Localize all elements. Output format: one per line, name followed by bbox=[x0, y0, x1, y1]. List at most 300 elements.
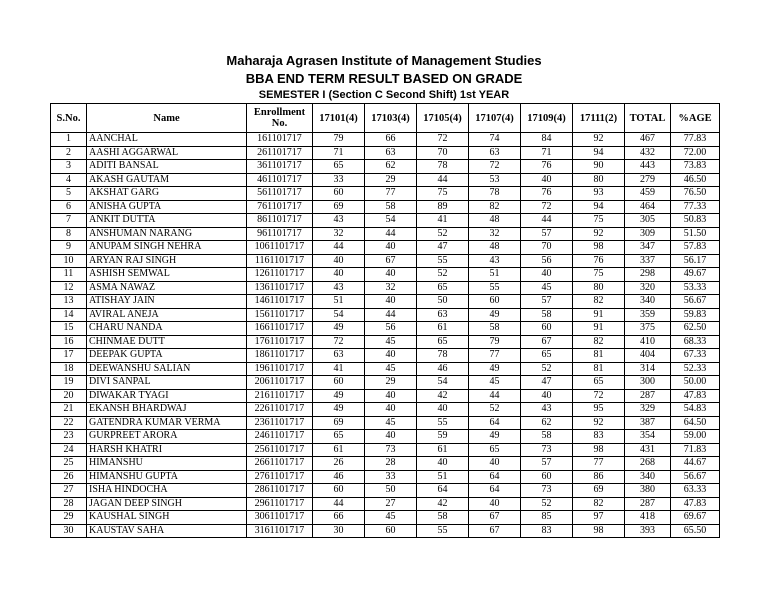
cell-17111: 98 bbox=[573, 443, 625, 457]
cell-total: 347 bbox=[625, 241, 671, 255]
cell-total: 431 bbox=[625, 443, 671, 457]
cell-sno: 9 bbox=[51, 241, 87, 255]
cell-name: ATISHAY JAIN bbox=[87, 295, 247, 309]
table-row bbox=[51, 511, 720, 525]
table-row bbox=[51, 389, 720, 403]
cell-total: 300 bbox=[625, 376, 671, 390]
cell-percentage: 56.67 bbox=[671, 295, 720, 309]
cell-17109: 47 bbox=[521, 376, 573, 390]
cell-name: KAUSTAV SAHA bbox=[87, 524, 247, 538]
cell-17101: 72 bbox=[313, 335, 365, 349]
cell-total: 387 bbox=[625, 416, 671, 430]
cell-17111: 83 bbox=[573, 430, 625, 444]
cell-name: ANUPAM SINGH NEHRA bbox=[87, 241, 247, 255]
cell-percentage: 44.67 bbox=[671, 457, 720, 471]
cell-17107: 67 bbox=[469, 511, 521, 525]
cell-17103: 29 bbox=[365, 376, 417, 390]
cell-sno: 7 bbox=[51, 214, 87, 228]
cell-17109: 57 bbox=[521, 457, 573, 471]
cell-sno: 27 bbox=[51, 484, 87, 498]
cell-percentage: 76.50 bbox=[671, 187, 720, 201]
cell-17109: 85 bbox=[521, 511, 573, 525]
cell-percentage: 71.83 bbox=[671, 443, 720, 457]
table-row bbox=[51, 416, 720, 430]
column-header-percentage: %AGE bbox=[671, 104, 720, 133]
cell-17105: 89 bbox=[417, 200, 469, 214]
cell-total: 320 bbox=[625, 281, 671, 295]
semester-subtitle: SEMESTER I (Section C Second Shift) 1st YEAR bbox=[258, 89, 510, 101]
cell-enrollment: 561101717 bbox=[247, 187, 313, 201]
table-row bbox=[51, 457, 720, 471]
cell-17109: 56 bbox=[521, 254, 573, 268]
cell-percentage: 54.83 bbox=[671, 403, 720, 417]
cell-percentage: 56.17 bbox=[671, 254, 720, 268]
table-row bbox=[51, 376, 720, 390]
cell-17109: 60 bbox=[521, 470, 573, 484]
result-title: BBA END TERM RESULT BASED ON GRADE bbox=[245, 71, 523, 86]
cell-name: ISHA HINDOCHA bbox=[87, 484, 247, 498]
cell-17109: 84 bbox=[521, 133, 573, 147]
table-row bbox=[51, 524, 720, 538]
cell-17101: 43 bbox=[313, 281, 365, 295]
cell-percentage: 77.83 bbox=[671, 133, 720, 147]
column-header-name: Name bbox=[87, 104, 247, 133]
cell-17103: 29 bbox=[365, 173, 417, 187]
cell-17107: 40 bbox=[469, 497, 521, 511]
column-header-17103: 17103(4) bbox=[365, 104, 417, 133]
cell-17107: 82 bbox=[469, 200, 521, 214]
cell-sno: 5 bbox=[51, 187, 87, 201]
cell-17107: 77 bbox=[469, 349, 521, 363]
cell-total: 314 bbox=[625, 362, 671, 376]
cell-17109: 40 bbox=[521, 173, 573, 187]
table-row bbox=[51, 403, 720, 417]
cell-17111: 92 bbox=[573, 133, 625, 147]
cell-17103: 27 bbox=[365, 497, 417, 511]
cell-name: ANSHUMAN NARANG bbox=[87, 227, 247, 241]
cell-percentage: 64.50 bbox=[671, 416, 720, 430]
column-header-17105: 17105(4) bbox=[417, 104, 469, 133]
cell-17103: 28 bbox=[365, 457, 417, 471]
cell-percentage: 67.33 bbox=[671, 349, 720, 363]
cell-17103: 33 bbox=[365, 470, 417, 484]
table-row bbox=[51, 295, 720, 309]
cell-17111: 65 bbox=[573, 376, 625, 390]
cell-name: GURPREET ARORA bbox=[87, 430, 247, 444]
cell-17105: 47 bbox=[417, 241, 469, 255]
cell-total: 287 bbox=[625, 497, 671, 511]
cell-17111: 75 bbox=[573, 268, 625, 282]
cell-sno: 23 bbox=[51, 430, 87, 444]
cell-17109: 58 bbox=[521, 430, 573, 444]
cell-17101: 71 bbox=[313, 146, 365, 160]
table-row bbox=[51, 227, 720, 241]
cell-17103: 40 bbox=[365, 241, 417, 255]
cell-17107: 55 bbox=[469, 281, 521, 295]
cell-percentage: 50.00 bbox=[671, 376, 720, 390]
cell-enrollment: 2361101717 bbox=[247, 416, 313, 430]
cell-17105: 65 bbox=[417, 335, 469, 349]
cell-17101: 63 bbox=[313, 349, 365, 363]
cell-percentage: 49.67 bbox=[671, 268, 720, 282]
cell-enrollment: 1561101717 bbox=[247, 308, 313, 322]
cell-17105: 40 bbox=[417, 457, 469, 471]
cell-17101: 60 bbox=[313, 187, 365, 201]
cell-enrollment: 2061101717 bbox=[247, 376, 313, 390]
table-row bbox=[51, 430, 720, 444]
cell-17109: 43 bbox=[521, 403, 573, 417]
cell-percentage: 51.50 bbox=[671, 227, 720, 241]
cell-percentage: 65.50 bbox=[671, 524, 720, 538]
table-row bbox=[51, 443, 720, 457]
cell-17111: 72 bbox=[573, 389, 625, 403]
cell-17107: 64 bbox=[469, 484, 521, 498]
cell-17111: 86 bbox=[573, 470, 625, 484]
cell-name: HIMANSHU GUPTA bbox=[87, 470, 247, 484]
cell-sno: 22 bbox=[51, 416, 87, 430]
cell-17103: 77 bbox=[365, 187, 417, 201]
cell-enrollment: 361101717 bbox=[247, 160, 313, 174]
cell-17105: 55 bbox=[417, 254, 469, 268]
cell-17105: 55 bbox=[417, 416, 469, 430]
table-row bbox=[51, 281, 720, 295]
cell-17105: 78 bbox=[417, 349, 469, 363]
cell-total: 459 bbox=[625, 187, 671, 201]
cell-17107: 51 bbox=[469, 268, 521, 282]
cell-17107: 53 bbox=[469, 173, 521, 187]
cell-17107: 64 bbox=[469, 470, 521, 484]
column-header-sno: S.No. bbox=[51, 104, 87, 133]
cell-17105: 42 bbox=[417, 497, 469, 511]
table-row bbox=[51, 362, 720, 376]
cell-17105: 44 bbox=[417, 173, 469, 187]
cell-name: ANKIT DUTTA bbox=[87, 214, 247, 228]
cell-17105: 61 bbox=[417, 443, 469, 457]
cell-total: 467 bbox=[625, 133, 671, 147]
cell-percentage: 47.83 bbox=[671, 497, 720, 511]
cell-17111: 95 bbox=[573, 403, 625, 417]
cell-sno: 26 bbox=[51, 470, 87, 484]
cell-enrollment: 1861101717 bbox=[247, 349, 313, 363]
cell-name: KAUSHAL SINGH bbox=[87, 511, 247, 525]
cell-17101: 60 bbox=[313, 484, 365, 498]
cell-enrollment: 961101717 bbox=[247, 227, 313, 241]
cell-sno: 12 bbox=[51, 281, 87, 295]
cell-17107: 60 bbox=[469, 295, 521, 309]
table-row bbox=[51, 241, 720, 255]
cell-name: DEEPAK GUPTA bbox=[87, 349, 247, 363]
table-header-row bbox=[51, 104, 720, 133]
cell-17101: 40 bbox=[313, 268, 365, 282]
cell-17109: 83 bbox=[521, 524, 573, 538]
cell-percentage: 59.00 bbox=[671, 430, 720, 444]
cell-total: 443 bbox=[625, 160, 671, 174]
cell-enrollment: 2861101717 bbox=[247, 484, 313, 498]
cell-17105: 54 bbox=[417, 376, 469, 390]
cell-17103: 40 bbox=[365, 389, 417, 403]
table-row bbox=[51, 470, 720, 484]
cell-17107: 52 bbox=[469, 403, 521, 417]
cell-17107: 40 bbox=[469, 457, 521, 471]
cell-17111: 98 bbox=[573, 524, 625, 538]
cell-17101: 79 bbox=[313, 133, 365, 147]
cell-total: 298 bbox=[625, 268, 671, 282]
table-row bbox=[51, 173, 720, 187]
cell-17105: 63 bbox=[417, 308, 469, 322]
column-header-17111: 17111(2) bbox=[573, 104, 625, 133]
cell-enrollment: 2261101717 bbox=[247, 403, 313, 417]
cell-total: 464 bbox=[625, 200, 671, 214]
cell-17105: 46 bbox=[417, 362, 469, 376]
cell-sno: 17 bbox=[51, 349, 87, 363]
cell-17105: 64 bbox=[417, 484, 469, 498]
cell-percentage: 77.33 bbox=[671, 200, 720, 214]
cell-17105: 40 bbox=[417, 403, 469, 417]
cell-17107: 64 bbox=[469, 416, 521, 430]
cell-17101: 69 bbox=[313, 200, 365, 214]
cell-17111: 92 bbox=[573, 416, 625, 430]
cell-name: AKSHAT GARG bbox=[87, 187, 247, 201]
cell-17111: 77 bbox=[573, 457, 625, 471]
cell-enrollment: 2761101717 bbox=[247, 470, 313, 484]
cell-enrollment: 1161101717 bbox=[247, 254, 313, 268]
cell-enrollment: 3061101717 bbox=[247, 511, 313, 525]
cell-17103: 63 bbox=[365, 146, 417, 160]
cell-sno: 3 bbox=[51, 160, 87, 174]
cell-17107: 48 bbox=[469, 214, 521, 228]
cell-17111: 82 bbox=[573, 497, 625, 511]
cell-17111: 98 bbox=[573, 241, 625, 255]
cell-17111: 93 bbox=[573, 187, 625, 201]
cell-17103: 32 bbox=[365, 281, 417, 295]
cell-17103: 40 bbox=[365, 430, 417, 444]
cell-17105: 75 bbox=[417, 187, 469, 201]
cell-17103: 40 bbox=[365, 268, 417, 282]
cell-enrollment: 261101717 bbox=[247, 146, 313, 160]
cell-17101: 40 bbox=[313, 254, 365, 268]
cell-17103: 62 bbox=[365, 160, 417, 174]
cell-17101: 69 bbox=[313, 416, 365, 430]
cell-sno: 30 bbox=[51, 524, 87, 538]
cell-enrollment: 2461101717 bbox=[247, 430, 313, 444]
cell-17109: 70 bbox=[521, 241, 573, 255]
column-header-17109: 17109(4) bbox=[521, 104, 573, 133]
cell-name: EKANSH BHARDWAJ bbox=[87, 403, 247, 417]
cell-17109: 76 bbox=[521, 160, 573, 174]
cell-sno: 1 bbox=[51, 133, 87, 147]
cell-total: 393 bbox=[625, 524, 671, 538]
cell-17109: 52 bbox=[521, 362, 573, 376]
cell-name: ARYAN RAJ SINGH bbox=[87, 254, 247, 268]
cell-17103: 56 bbox=[365, 322, 417, 336]
cell-name: JAGAN DEEP SINGH bbox=[87, 497, 247, 511]
cell-17107: 44 bbox=[469, 389, 521, 403]
cell-17103: 40 bbox=[365, 403, 417, 417]
cell-percentage: 69.67 bbox=[671, 511, 720, 525]
cell-name: ASHISH SEMWAL bbox=[87, 268, 247, 282]
cell-17105: 58 bbox=[417, 511, 469, 525]
cell-17103: 54 bbox=[365, 214, 417, 228]
table-row bbox=[51, 497, 720, 511]
cell-sno: 29 bbox=[51, 511, 87, 525]
cell-17111: 81 bbox=[573, 349, 625, 363]
cell-17107: 74 bbox=[469, 133, 521, 147]
cell-17107: 49 bbox=[469, 430, 521, 444]
cell-17103: 40 bbox=[365, 295, 417, 309]
cell-name: DIVI SANPAL bbox=[87, 376, 247, 390]
cell-17101: 32 bbox=[313, 227, 365, 241]
table-row bbox=[51, 200, 720, 214]
cell-enrollment: 461101717 bbox=[247, 173, 313, 187]
cell-total: 359 bbox=[625, 308, 671, 322]
cell-17105: 51 bbox=[417, 470, 469, 484]
cell-17105: 41 bbox=[417, 214, 469, 228]
cell-17103: 44 bbox=[365, 308, 417, 322]
cell-name: DEEWANSHU SALIAN bbox=[87, 362, 247, 376]
cell-sno: 6 bbox=[51, 200, 87, 214]
cell-total: 375 bbox=[625, 322, 671, 336]
cell-17101: 41 bbox=[313, 362, 365, 376]
cell-17107: 43 bbox=[469, 254, 521, 268]
cell-17107: 72 bbox=[469, 160, 521, 174]
cell-total: 305 bbox=[625, 214, 671, 228]
column-header-total: TOTAL bbox=[625, 104, 671, 133]
cell-total: 329 bbox=[625, 403, 671, 417]
cell-17101: 44 bbox=[313, 497, 365, 511]
cell-17109: 62 bbox=[521, 416, 573, 430]
cell-enrollment: 2561101717 bbox=[247, 443, 313, 457]
cell-total: 337 bbox=[625, 254, 671, 268]
cell-17111: 92 bbox=[573, 227, 625, 241]
cell-17107: 49 bbox=[469, 308, 521, 322]
cell-17109: 65 bbox=[521, 349, 573, 363]
cell-17107: 67 bbox=[469, 524, 521, 538]
cell-17111: 81 bbox=[573, 362, 625, 376]
cell-total: 340 bbox=[625, 470, 671, 484]
cell-17101: 54 bbox=[313, 308, 365, 322]
cell-17105: 70 bbox=[417, 146, 469, 160]
table-row bbox=[51, 214, 720, 228]
cell-sno: 25 bbox=[51, 457, 87, 471]
cell-17111: 94 bbox=[573, 146, 625, 160]
cell-17103: 66 bbox=[365, 133, 417, 147]
cell-percentage: 50.83 bbox=[671, 214, 720, 228]
cell-17109: 73 bbox=[521, 484, 573, 498]
cell-enrollment: 1261101717 bbox=[247, 268, 313, 282]
cell-17111: 80 bbox=[573, 281, 625, 295]
cell-17109: 57 bbox=[521, 227, 573, 241]
cell-17109: 71 bbox=[521, 146, 573, 160]
cell-total: 432 bbox=[625, 146, 671, 160]
cell-17101: 49 bbox=[313, 403, 365, 417]
cell-sno: 18 bbox=[51, 362, 87, 376]
table-row bbox=[51, 335, 720, 349]
cell-17103: 45 bbox=[365, 511, 417, 525]
cell-17101: 26 bbox=[313, 457, 365, 471]
cell-17101: 60 bbox=[313, 376, 365, 390]
cell-17107: 78 bbox=[469, 187, 521, 201]
cell-percentage: 53.33 bbox=[671, 281, 720, 295]
cell-17107: 63 bbox=[469, 146, 521, 160]
table-row bbox=[51, 484, 720, 498]
cell-17101: 66 bbox=[313, 511, 365, 525]
cell-enrollment: 2161101717 bbox=[247, 389, 313, 403]
table-row bbox=[51, 146, 720, 160]
table-row bbox=[51, 133, 720, 147]
cell-17107: 49 bbox=[469, 362, 521, 376]
cell-17111: 91 bbox=[573, 308, 625, 322]
cell-17101: 49 bbox=[313, 389, 365, 403]
cell-17107: 58 bbox=[469, 322, 521, 336]
cell-enrollment: 161101717 bbox=[247, 133, 313, 147]
cell-17109: 72 bbox=[521, 200, 573, 214]
cell-17103: 40 bbox=[365, 349, 417, 363]
cell-name: AVIRAL ANEJA bbox=[87, 308, 247, 322]
cell-17109: 58 bbox=[521, 308, 573, 322]
cell-17111: 76 bbox=[573, 254, 625, 268]
cell-enrollment: 1661101717 bbox=[247, 322, 313, 336]
cell-enrollment: 2961101717 bbox=[247, 497, 313, 511]
cell-17109: 76 bbox=[521, 187, 573, 201]
cell-name: ASMA NAWAZ bbox=[87, 281, 247, 295]
cell-name: CHARU NANDA bbox=[87, 322, 247, 336]
cell-17105: 52 bbox=[417, 227, 469, 241]
cell-percentage: 72.00 bbox=[671, 146, 720, 160]
cell-percentage: 57.83 bbox=[671, 241, 720, 255]
cell-17105: 42 bbox=[417, 389, 469, 403]
cell-total: 418 bbox=[625, 511, 671, 525]
cell-sno: 11 bbox=[51, 268, 87, 282]
cell-enrollment: 861101717 bbox=[247, 214, 313, 228]
cell-17105: 55 bbox=[417, 524, 469, 538]
cell-total: 404 bbox=[625, 349, 671, 363]
cell-sno: 15 bbox=[51, 322, 87, 336]
cell-17101: 44 bbox=[313, 241, 365, 255]
cell-17107: 32 bbox=[469, 227, 521, 241]
cell-17111: 82 bbox=[573, 295, 625, 309]
cell-name: AKASH GAUTAM bbox=[87, 173, 247, 187]
cell-sno: 16 bbox=[51, 335, 87, 349]
cell-17103: 45 bbox=[365, 362, 417, 376]
result-table bbox=[50, 103, 720, 538]
cell-name: HARSH KHATRI bbox=[87, 443, 247, 457]
cell-enrollment: 3161101717 bbox=[247, 524, 313, 538]
table-body bbox=[51, 133, 720, 538]
cell-name: GATENDRA KUMAR VERMA bbox=[87, 416, 247, 430]
cell-17109: 44 bbox=[521, 214, 573, 228]
cell-17105: 61 bbox=[417, 322, 469, 336]
cell-17107: 45 bbox=[469, 376, 521, 390]
cell-17109: 67 bbox=[521, 335, 573, 349]
cell-17103: 73 bbox=[365, 443, 417, 457]
cell-enrollment: 1761101717 bbox=[247, 335, 313, 349]
cell-total: 340 bbox=[625, 295, 671, 309]
cell-17105: 59 bbox=[417, 430, 469, 444]
cell-total: 268 bbox=[625, 457, 671, 471]
cell-enrollment: 1061101717 bbox=[247, 241, 313, 255]
cell-percentage: 73.83 bbox=[671, 160, 720, 174]
cell-17103: 58 bbox=[365, 200, 417, 214]
cell-sno: 24 bbox=[51, 443, 87, 457]
cell-17103: 50 bbox=[365, 484, 417, 498]
cell-17107: 79 bbox=[469, 335, 521, 349]
cell-percentage: 46.50 bbox=[671, 173, 720, 187]
cell-sno: 28 bbox=[51, 497, 87, 511]
cell-17111: 69 bbox=[573, 484, 625, 498]
cell-name: CHINMAE DUTT bbox=[87, 335, 247, 349]
cell-percentage: 63.33 bbox=[671, 484, 720, 498]
cell-17101: 51 bbox=[313, 295, 365, 309]
